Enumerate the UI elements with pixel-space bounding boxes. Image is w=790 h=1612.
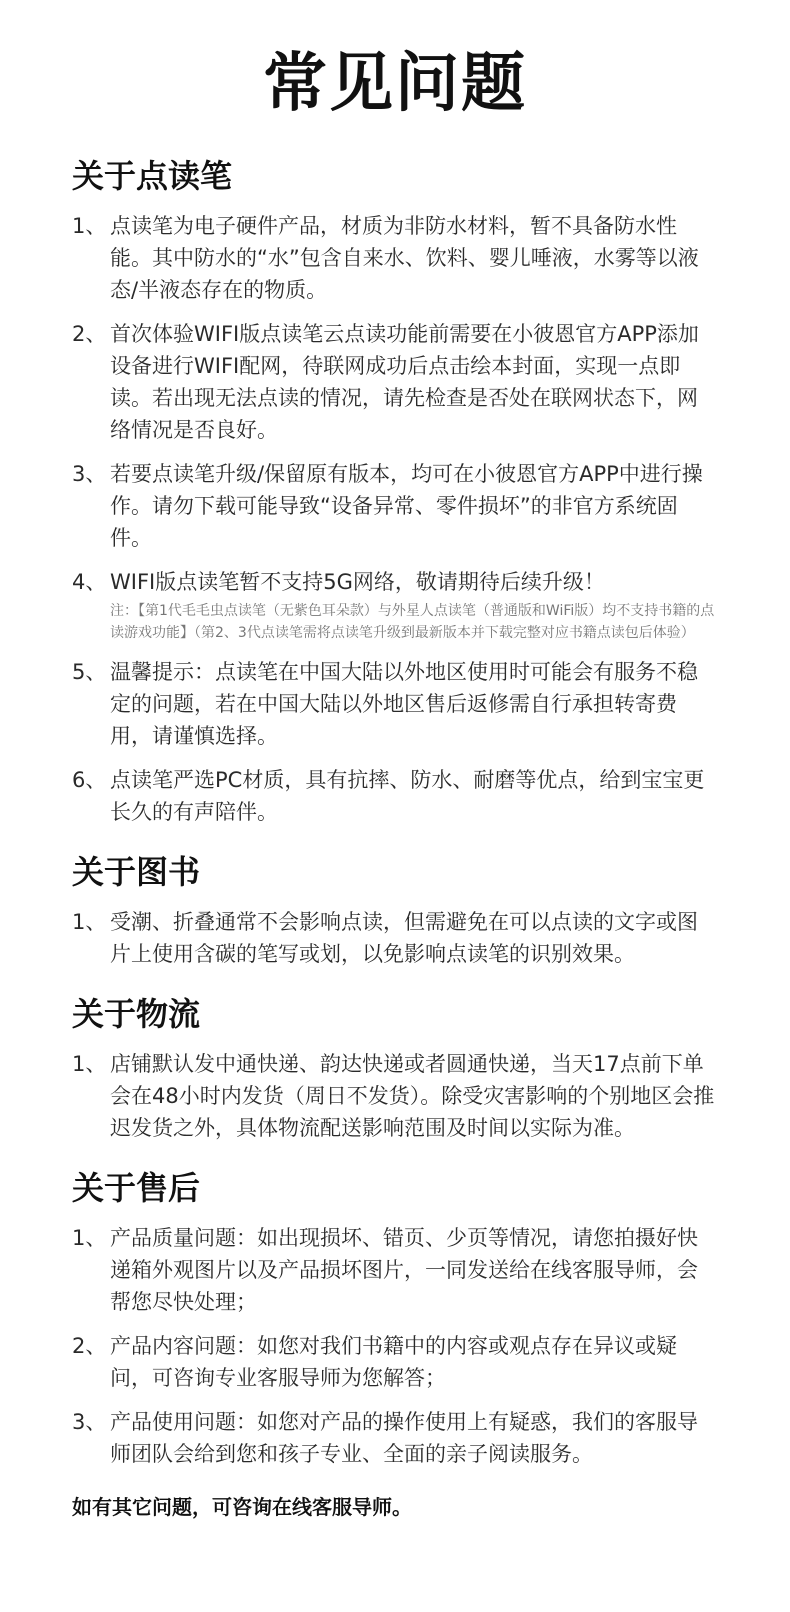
item-note: 注：【第1代毛毛虫点读笔（无紫色耳朵款）与外星人点读笔（普通版和WiFi版）均不支持书籍的点读游戏功能】（第2、3代点读笔需将点读笔升级到最新版本并下载完整对应书籍点读包后体验） (110, 603, 715, 641)
section-about-pen (72, 150, 718, 828)
section-about-logistics (72, 988, 718, 1144)
qa-list (72, 1048, 718, 1144)
item-text: 产品质量问题：如出现损坏、错页、少页等情况，请您拍摄好快递箱外观图片以及产品损坏图片，一同发送给在线客服导师，会帮您尽快处理； (110, 1226, 698, 1314)
list-item (72, 566, 718, 644)
item-text: 温馨提示：点读笔在中国大陆以外地区使用时可能会有服务不稳定的问题，若在中国大陆以外地区售后返修需自行承担转寄费用，请谨慎选择。 (110, 660, 698, 748)
list-item (72, 1048, 718, 1144)
item-text: 产品使用问题：如您对产品的操作使用上有疑惑，我们的客服导师团队会给到您和孩子专业、全面的亲子阅读服务。 (110, 1410, 698, 1466)
item-number: 6、 (72, 768, 107, 792)
item-number: 2、 (72, 322, 107, 346)
list-item (72, 764, 718, 828)
item-number: 4、 (72, 570, 107, 594)
qa-list (72, 906, 718, 970)
footer-note: 如有其它问题，可咨询在线客服导师。 (72, 1495, 412, 1519)
item-content (110, 566, 718, 644)
item-text: 点读笔为电子硬件产品，材质为非防水材料，暂不具备防水性能。其中防水的“水”包含自来水、饮料、婴儿唾液，水雾等以液态/半液态存在的物质。 (110, 214, 699, 302)
list-item (72, 210, 718, 306)
list-item (72, 458, 718, 554)
section-heading: 关于售后 (72, 1169, 201, 1207)
list-item (72, 1406, 718, 1470)
section-heading: 关于物流 (72, 995, 201, 1033)
item-text: 店铺默认发中通快递、韵达快递或者圆通快递，当天17点前下单会在48小时内发货（周日不发货）。除受灾害影响的个别地区会推迟发货之外，具体物流配送影响范围及时间以实际为准。 (110, 1052, 715, 1140)
section-about-after-sales (72, 1162, 718, 1470)
item-text: 受潮、折叠通常不会影响点读，但需避免在可以点读的文字或图片上使用含碳的笔写或划，以免影响点读笔的识别效果。 (110, 910, 698, 966)
item-text: 点读笔严选PC材质，具有抗摔、防水、耐磨等优点，给到宝宝更长久的有声陪伴。 (110, 768, 705, 824)
list-item (72, 656, 718, 752)
item-number: 1、 (72, 910, 107, 934)
item-number: 1、 (72, 1226, 107, 1250)
item-number: 3、 (72, 462, 107, 486)
list-item (72, 906, 718, 970)
list-item (72, 318, 718, 446)
item-number: 1、 (72, 1052, 107, 1076)
item-number: 2、 (72, 1334, 107, 1358)
qa-list (72, 1222, 718, 1470)
list-item (72, 1222, 718, 1318)
item-text: 产品内容问题：如您对我们书籍中的内容或观点存在异议或疑问，可咨询专业客服导师为您解答； (110, 1334, 677, 1390)
list-item (72, 1330, 718, 1394)
page-title: 常见问题 (263, 47, 527, 121)
item-text: 若要点读笔升级/保留原有版本，均可在小彼恩官方APP中进行操作。请勿下载可能导致“设备异常、零件损坏”的非官方系统固件。 (110, 462, 703, 550)
section-heading: 关于点读笔 (72, 157, 233, 195)
item-number: 5、 (72, 660, 107, 684)
item-text: 首次体验WIFI版点读笔云点读功能前需要在小彼恩官方APP添加设备进行WIFI配网，待联网成功后点击绘本封面，实现一点即读。若出现无法点读的情况，请先检查是否处在联网状态下，网络情况是否良好。 (110, 322, 699, 442)
section-about-books (72, 846, 718, 970)
item-text: WIFI版点读笔暂不支持5G网络，敬请期待后续升级！ (110, 570, 605, 594)
item-number: 3、 (72, 1410, 107, 1434)
section-heading: 关于图书 (72, 853, 201, 891)
qa-list (72, 210, 718, 828)
item-number: 1、 (72, 214, 107, 238)
